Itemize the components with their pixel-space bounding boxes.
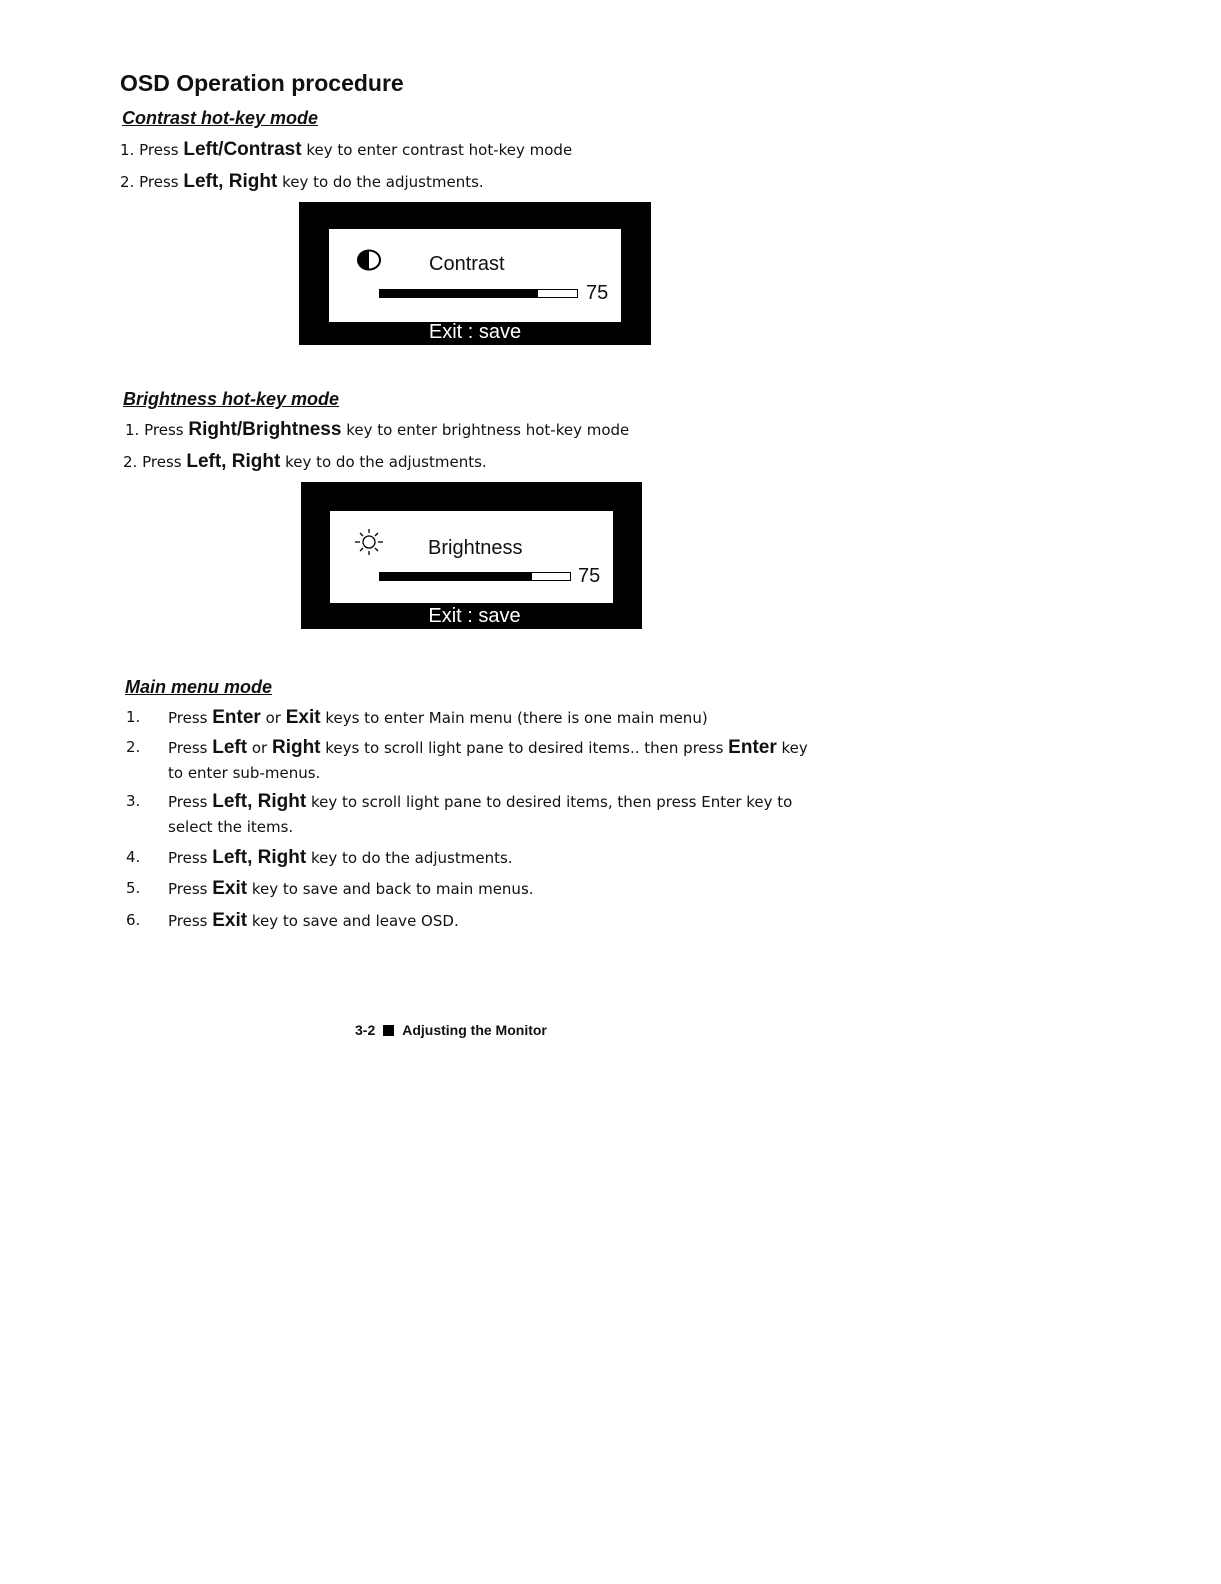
osd-footer: Exit : save: [428, 605, 521, 627]
square-bullet-icon: [383, 1025, 394, 1036]
key-name: Left, Right: [186, 451, 281, 472]
step-text-part: keys to scroll light pane to desired items.. then press: [320, 739, 729, 757]
step-text-post: key to enter brightness hot-key mode: [346, 421, 630, 439]
step-text-post: key to enter contrast hot-key mode: [306, 141, 573, 159]
brightness-osd-window: [301, 482, 642, 629]
key-name: Right: [271, 737, 321, 758]
brightness-step-2: [123, 450, 487, 474]
key-name: Left/Contrast: [183, 139, 302, 160]
step-number: 5.: [126, 879, 141, 897]
key-name: Enter: [212, 707, 261, 728]
main-menu-step-4: [126, 845, 826, 870]
main-menu-step-5: [126, 876, 826, 901]
step-text-part: or: [247, 739, 272, 757]
step-number: 2.: [126, 738, 141, 756]
step-text-part: Press: [168, 849, 213, 867]
page-title: OSD Operation procedure: [120, 70, 404, 96]
step-text: [168, 705, 808, 731]
step-text: [168, 789, 808, 840]
contrast-icon: [355, 249, 383, 275]
step-text-part: Press: [168, 880, 213, 898]
key-name: Left, Right: [212, 791, 307, 812]
main-menu-step-1: [126, 705, 826, 730]
contrast-section-heading: Contrast hot-key mode: [122, 108, 319, 128]
sun-icon: [352, 527, 386, 561]
step-text-part: or: [260, 709, 286, 727]
step-text-part: Press: [168, 793, 213, 811]
contrast-level-bar: [379, 289, 578, 298]
step-number: 4.: [126, 848, 141, 866]
brightness-osd-panel: [330, 511, 613, 603]
step-text-pre: Press: [142, 453, 182, 471]
step-number: 6.: [126, 911, 141, 929]
step-number: 3.: [126, 792, 141, 810]
step-text-part: key to do the adjustments.: [306, 849, 513, 867]
osd-value: 75: [586, 282, 609, 304]
osd-footer: Exit : save: [428, 321, 522, 343]
step-text-pre: Press: [139, 173, 179, 191]
key-name: Left, Right: [212, 847, 307, 868]
step-text-part: Press: [168, 912, 213, 930]
key-name: Exit: [212, 910, 248, 931]
step-text-post: key to do the adjustments.: [285, 453, 487, 471]
contrast-step-2: [120, 170, 484, 194]
main-menu-section-heading: Main menu mode: [125, 677, 273, 697]
step-text-pre: Press: [139, 141, 179, 159]
main-menu-step-2: [126, 735, 826, 785]
osd-value: 75: [578, 565, 601, 587]
key-name: Exit: [285, 707, 321, 728]
key-name: Enter: [728, 737, 777, 758]
osd-label: Brightness: [428, 537, 523, 559]
contrast-osd-window: [299, 202, 651, 345]
page-number: 3-2: [355, 1022, 376, 1038]
step-text: [168, 845, 808, 871]
chapter-title: Adjusting the Monitor: [402, 1022, 547, 1038]
step-number: 2.: [120, 173, 135, 191]
key-name: Left, Right: [183, 171, 278, 192]
step-text-part: Press: [168, 709, 213, 727]
step-number: 1.: [120, 141, 135, 159]
brightness-level-bar: [379, 572, 571, 581]
level-bar-fill: [380, 573, 532, 580]
step-text-part: keys to enter Main menu (there is one main menu): [320, 709, 708, 727]
main-menu-step-3: [126, 789, 826, 839]
step-text-part: key to save and back to main menus.: [247, 880, 534, 898]
brightness-step-1: [125, 418, 629, 442]
main-menu-step-6: [126, 908, 826, 933]
step-text-part: key to scroll light pane to desired items, then press Enter key to select the items.: [168, 793, 793, 836]
step-text-pre: Press: [144, 421, 184, 439]
step-number: 1.: [125, 421, 140, 439]
step-text: [168, 735, 808, 786]
key-name: Right/Brightness: [188, 419, 342, 440]
step-number: 2.: [123, 453, 138, 471]
step-number: 1.: [126, 708, 141, 726]
osd-label: Contrast: [429, 253, 505, 275]
key-name: Exit: [212, 878, 248, 899]
step-text-part: Press: [168, 739, 213, 757]
step-text-part: key to save and leave OSD.: [247, 912, 459, 930]
step-text: [168, 876, 808, 902]
key-name: Left: [212, 737, 248, 758]
page-footer: [355, 1022, 547, 1038]
level-bar-fill: [380, 290, 538, 297]
brightness-section-heading: Brightness hot-key mode: [123, 389, 340, 409]
step-text: [168, 908, 808, 934]
step-text-part: key to enter sub-menus.: [168, 739, 808, 782]
contrast-step-1: [120, 138, 572, 162]
step-text-post: key to do the adjustments.: [282, 173, 484, 191]
contrast-osd-panel: [329, 229, 621, 322]
